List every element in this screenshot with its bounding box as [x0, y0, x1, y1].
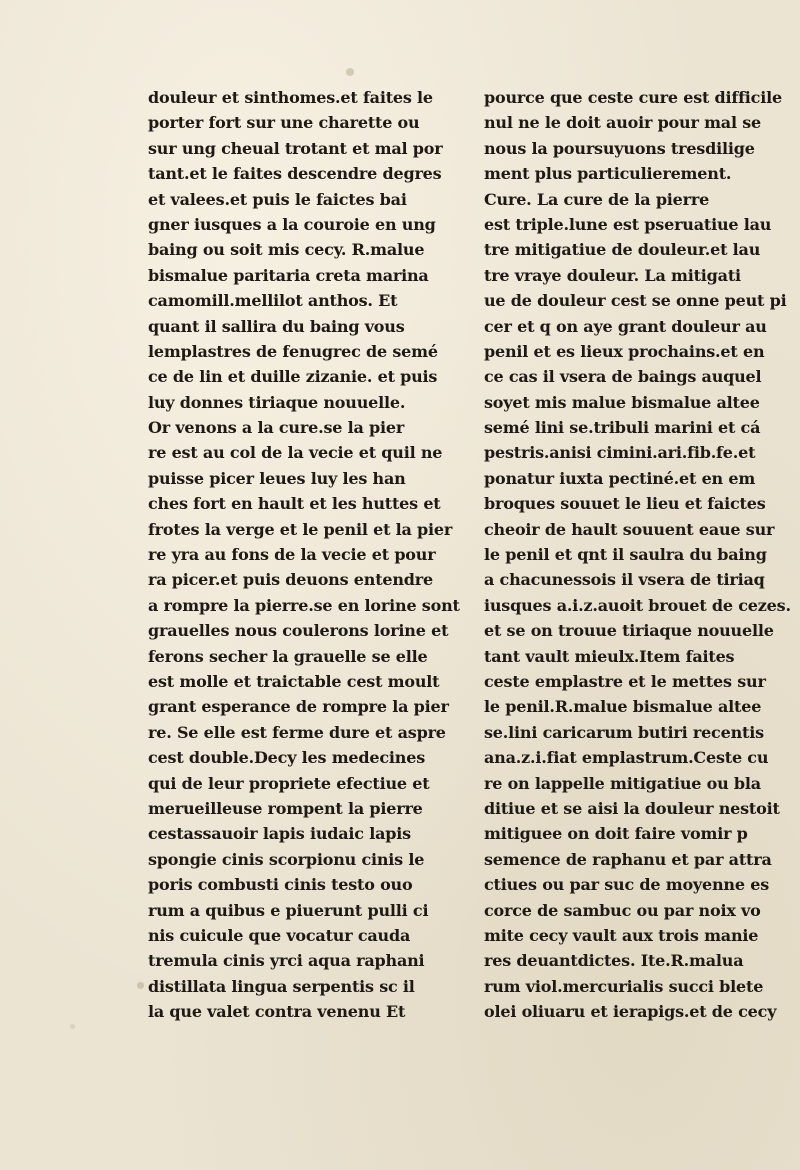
text-line: camomill.mellilot anthos. Et	[148, 291, 398, 311]
text-line: rum viol.mercurialis succi blete	[484, 976, 764, 996]
text-line: douleur et sinthomes.et faites le	[148, 88, 433, 107]
text-line: ana.z.i.fiat emplastrum.Ceste cu	[484, 748, 769, 768]
text-line: Cure. La cure de la pierre	[484, 189, 710, 209]
text-line: mite cecy vault aux trois manie	[484, 925, 759, 945]
text-line: mitiguee on doit faire vomir p	[484, 824, 748, 844]
text-line: re est au col de la vecie et quil ne	[148, 443, 443, 463]
text-line: nul ne le doit auoir pour mal se	[484, 113, 761, 133]
text-line: semence de raphanu et par attra	[484, 849, 772, 869]
text-line: spongie cinis scorpionu cinis le	[148, 849, 425, 869]
text-line: ra picer.et puis deuons entendre	[148, 570, 433, 590]
text-line: tre vraye douleur. La mitigati	[484, 265, 741, 285]
text-line: puisse picer leues luy les han	[148, 468, 406, 488]
text-line: semé lini se.tribuli marini et cá	[484, 418, 761, 438]
text-line: rum a quibus e piuerunt pulli ci	[148, 900, 429, 920]
text-line: pestris.anisi cimini.ari.fib.fe.et	[484, 443, 756, 463]
text-line: et valees.et puis le faictes bai	[148, 189, 407, 209]
text-line: grant esperance de rompre la pier	[148, 697, 449, 717]
text-line: bismalue paritaria creta marina	[148, 265, 429, 285]
text-line: sur ung cheual trotant et mal por	[148, 138, 443, 158]
text-line: cheoir de hault souuent eaue sur	[484, 519, 775, 539]
right-text-column	[484, 85, 800, 1024]
text-line: nis cuicule que vocatur cauda	[148, 925, 411, 945]
text-line: porter fort sur une charette ou	[148, 113, 420, 133]
text-line: re yra au fons de la vecie et pour	[148, 545, 436, 565]
text-line: grauelles nous coulerons lorine et	[148, 621, 449, 641]
text-line: merueilleuse rompent la pierre	[148, 798, 423, 818]
text-line: le penil et qnt il saulra du baing	[484, 545, 767, 565]
text-line: et se on trouue tiriaque nouuelle	[484, 621, 774, 641]
text-line: cest double.Decy les medecines	[148, 748, 426, 768]
text-line: soyet mis malue bismalue altee	[484, 392, 760, 412]
text-line: iusques a.i.z.auoit brouet de cezes.	[484, 595, 791, 615]
text-line: gner iusques a la couroie en ung	[148, 214, 436, 234]
text-line: luy donnes tiriaque nouuelle.	[148, 392, 406, 412]
paper-stain	[70, 1024, 75, 1029]
text-line: a rompre la pierre.se en lorine sont	[148, 595, 460, 615]
text-line: est molle et traictable cest moult	[148, 671, 440, 691]
text-line: tre mitigatiue de douleur.et lau	[484, 240, 761, 260]
text-line: le penil.R.malue bismalue altee	[484, 697, 762, 717]
text-line: ue de douleur cest se onne peut pi	[484, 291, 787, 311]
text-line: Or venons a la cure.se la pier	[148, 418, 405, 438]
text-line: res deuantdictes. Ite.R.malua	[484, 951, 744, 971]
text-line: a chacunessois il vsera de tiriaq	[484, 570, 765, 590]
text-line: ditiue et se aisi la douleur nestoit	[484, 798, 780, 818]
text-line: tremula cinis yrci aqua raphani	[148, 951, 425, 971]
text-line: tant vault mieulx.Item faites	[484, 646, 735, 666]
text-line: ce de lin et duille zizanie. et puis	[148, 367, 438, 387]
left-text-column	[148, 85, 478, 1024]
text-line: re. Se elle est ferme dure et aspre	[148, 722, 446, 742]
text-line: est triple.lune est pseruatiue lau	[484, 214, 772, 234]
text-line: penil et es lieux prochains.et en	[484, 341, 765, 361]
text-line: ponatur iuxta pectiné.et en em	[484, 468, 756, 488]
text-line: ctiues ou par suc de moyenne es	[484, 875, 770, 895]
text-line: quant il sallira du baing vous	[148, 316, 405, 336]
text-line: tant.et le faites descendre degres	[148, 164, 442, 184]
text-line: poris combusti cinis testo ouo	[148, 875, 413, 895]
text-line: la que valet contra venenu Et	[148, 1002, 406, 1022]
text-line: cestassauoir lapis iudaic lapis	[148, 824, 411, 844]
text-line: olei oliuaru et ierapigs.et de cecy	[484, 1002, 777, 1022]
text-line: frotes la verge et le penil et la pier	[148, 519, 453, 539]
text-line: lemplastres de fenugrec de semé	[148, 341, 438, 361]
text-line: pource que ceste cure est difficile	[484, 88, 782, 107]
text-line: distillata lingua serpentis sc il	[148, 976, 415, 996]
paper-stain	[346, 68, 354, 76]
text-line: se.lini caricarum butiri recentis	[484, 722, 764, 742]
text-line: ches fort en hault et les huttes et	[148, 494, 441, 514]
text-line: ce cas il vsera de baings auquel	[484, 367, 762, 387]
text-line: broques souuet le lieu et faictes	[484, 494, 766, 514]
text-line: ceste emplastre et le mettes sur	[484, 671, 766, 691]
text-line: re on lappelle mitigatiue ou bla	[484, 773, 761, 793]
text-line: qui de leur propriete efectiue et	[148, 773, 430, 793]
text-line: corce de sambuc ou par noix vo	[484, 900, 761, 920]
text-line: ferons secher la grauelle se elle	[148, 646, 428, 666]
text-line: cer et q on aye grant douleur au	[484, 316, 767, 336]
text-line: ment plus particulierement.	[484, 164, 732, 184]
text-line: baing ou soit mis cecy. R.malue	[148, 240, 425, 260]
paper-stain	[137, 982, 144, 989]
text-line: nous la poursuyuons tresdilige	[484, 138, 755, 158]
